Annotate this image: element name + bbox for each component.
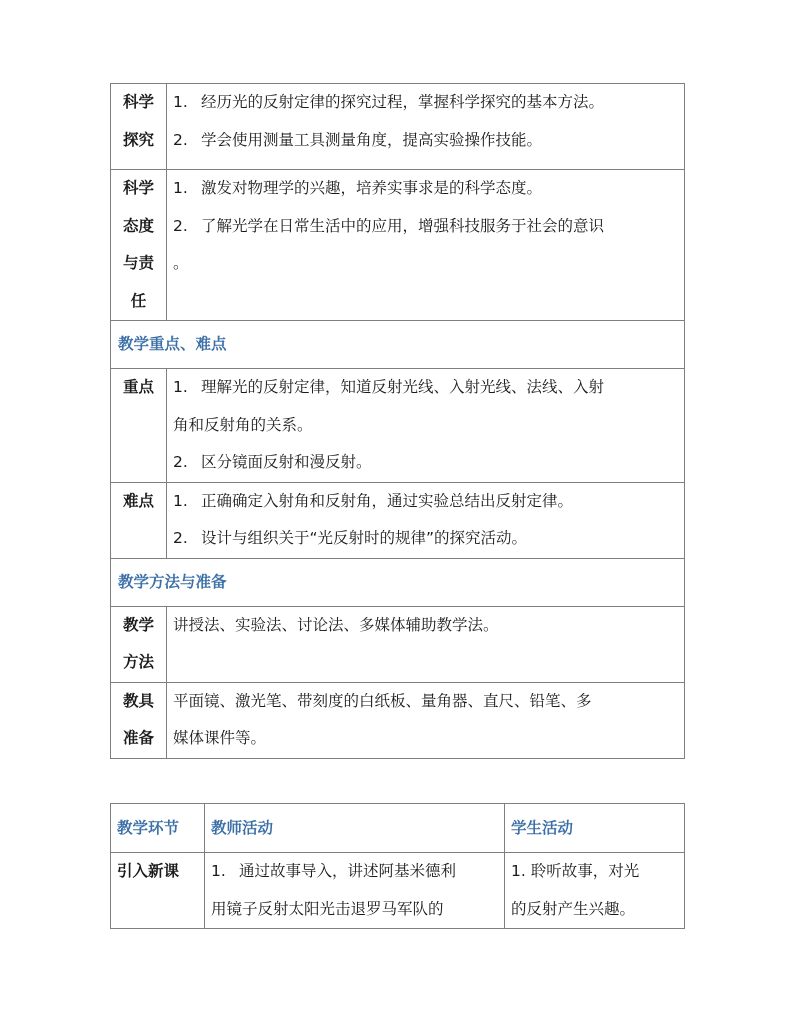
item-text-continued: 。 — [173, 254, 189, 272]
item-text: 1. 聆听故事，对光 — [511, 862, 640, 880]
item-number: 2. — [173, 453, 188, 471]
stage-cell: 引入新课 — [111, 853, 205, 929]
header-student-activity: 学生活动 — [505, 804, 685, 853]
item-number: 2. — [173, 130, 188, 149]
item-number: 1. — [173, 179, 188, 197]
item-number: 1. — [211, 862, 226, 880]
label-difficult-points: 难点 — [111, 482, 167, 558]
label-tools — [111, 682, 167, 758]
label-line: 教学 — [122, 615, 154, 634]
objectives-table — [110, 83, 685, 759]
content-method — [167, 606, 685, 682]
content-tools — [167, 682, 685, 758]
list-item — [173, 520, 680, 558]
content-difficult-points — [167, 482, 685, 558]
header-teacher-activity: 教师活动 — [205, 804, 505, 853]
item-text: 平面镜、激光笔、带刻度的白纸板、量角器、直尺、铅笔、多 — [173, 691, 592, 710]
item-text: 学会使用测量工具测量角度，提高实验操作技能。 — [201, 130, 543, 149]
item-number: 1. — [173, 491, 188, 510]
label-attitude — [111, 170, 167, 321]
label-line: 方法 — [122, 653, 154, 671]
list-item — [173, 483, 680, 521]
list-item — [173, 170, 680, 208]
label-method — [111, 606, 167, 682]
header-row — [111, 804, 685, 853]
row-section-key — [111, 321, 685, 369]
item-text: 设计与组织关于“光反射时的规律”的探究活动。 — [201, 529, 528, 547]
row-attitude — [111, 170, 685, 321]
item-text: 理解光的反射定律，知道反射光线、入射光线、法线、入射 — [201, 378, 605, 396]
label-line: 与责 — [122, 254, 154, 272]
item-text-continued: 用镜子反射太阳光击退罗马军队的 — [211, 899, 444, 918]
label-line: 教具 — [122, 691, 154, 710]
content-science-inquiry — [167, 84, 685, 170]
item-text-continued: 的反射产生兴趣。 — [511, 899, 636, 918]
label-line: 准备 — [122, 729, 154, 747]
row-tools — [111, 682, 685, 758]
item-number: 1. — [173, 378, 188, 396]
label-line: 科学 — [122, 93, 154, 111]
section-heading-key-points: 教学重点、难点 — [111, 321, 685, 369]
list-item — [173, 84, 680, 122]
item-text: 通过故事导入，讲述阿基米德利 — [239, 862, 457, 880]
header-stage: 教学环节 — [111, 804, 205, 853]
item-number: 2. — [173, 529, 188, 547]
list-item — [173, 122, 680, 160]
item-text-continued: 媒体课件等。 — [173, 729, 267, 747]
label-key-points: 重点 — [111, 369, 167, 483]
label-line: 科学 — [122, 179, 154, 197]
row-method — [111, 606, 685, 682]
item-text: 经历光的反射定律的探究过程，掌握科学探究的基本方法。 — [201, 93, 605, 111]
list-item — [173, 208, 680, 246]
row-science-inquiry — [111, 84, 685, 170]
item-text: 讲授法、实验法、讨论法、多媒体辅助教学法。 — [173, 615, 499, 634]
row-key-points — [111, 369, 685, 483]
list-item — [211, 853, 500, 891]
process-table — [110, 803, 685, 929]
content-key-points — [167, 369, 685, 483]
label-line: 态度 — [122, 216, 154, 235]
list-item — [173, 444, 680, 482]
teacher-activity-cell — [205, 853, 505, 929]
label-science-inquiry — [111, 84, 167, 170]
item-number: 1. — [173, 93, 188, 111]
label-line: 任 — [130, 291, 147, 310]
table-row — [111, 853, 685, 929]
item-text: 区分镜面反射和漫反射。 — [201, 453, 372, 471]
item-text: 激发对物理学的兴趣，培养实事求是的科学态度。 — [201, 179, 543, 197]
student-activity-cell — [505, 853, 685, 929]
content-attitude — [167, 170, 685, 321]
section-heading-method: 教学方法与准备 — [111, 558, 685, 606]
list-item — [173, 369, 680, 407]
item-text: 正确确定入射角和反射角，通过实验总结出反射定律。 — [201, 491, 574, 510]
row-section-method — [111, 558, 685, 606]
item-text: 了解光学在日常生活中的应用，增强科技服务于社会的意识 — [201, 216, 605, 235]
item-text-continued: 角和反射角的关系。 — [173, 415, 313, 434]
row-difficult-points — [111, 482, 685, 558]
label-line: 探究 — [122, 130, 154, 149]
item-number: 2. — [173, 216, 188, 235]
